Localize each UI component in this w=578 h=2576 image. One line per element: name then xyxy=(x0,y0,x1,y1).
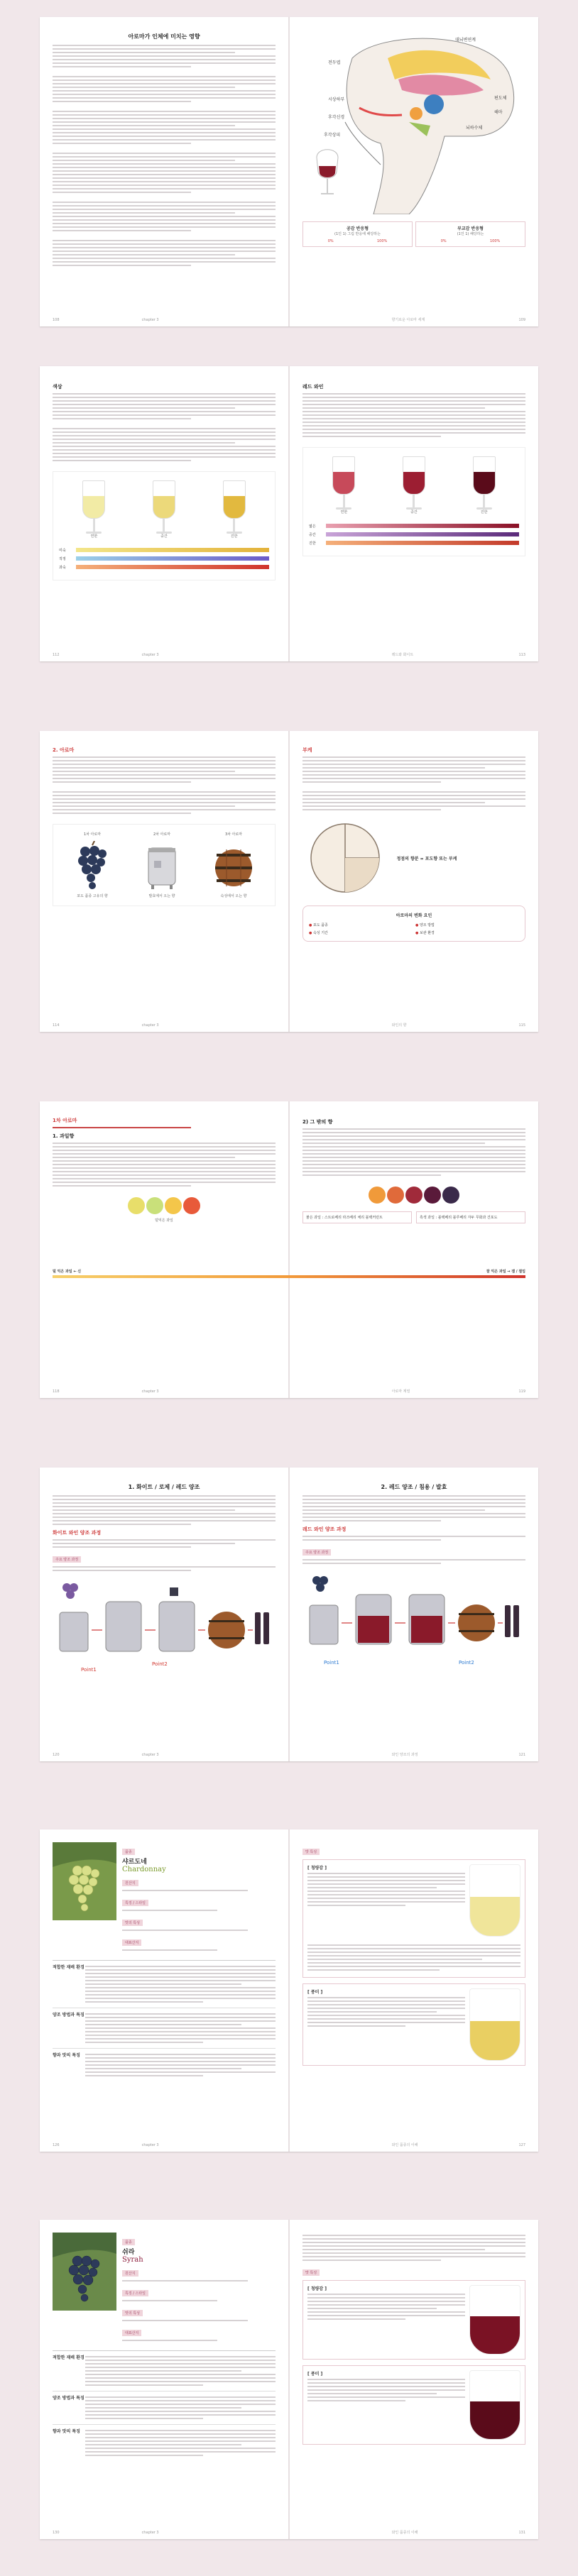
spread-aroma-body xyxy=(40,17,538,326)
page-number: 114 xyxy=(53,1023,60,1028)
running-head: 와인의 향 xyxy=(391,1023,407,1028)
row-label: 적합한 재배 환경 xyxy=(53,1965,84,1970)
point-label: Point1 xyxy=(324,1660,339,1666)
field-label: 특징 / 스타일 xyxy=(122,2290,148,2296)
chapter-label: chapter 3 xyxy=(141,2143,159,2147)
point-label: Point2 xyxy=(459,1660,474,1666)
section-badge: 맛 특성 xyxy=(302,1849,320,1855)
page-number: 118 xyxy=(53,1389,60,1394)
page-left xyxy=(40,1101,288,1398)
brain-label-3: 해마 xyxy=(494,110,503,115)
tasting-box: [ 청량감 ] xyxy=(302,1859,525,1978)
page-right xyxy=(290,366,538,661)
spread-color xyxy=(40,366,538,661)
stat-3: 100% xyxy=(490,239,501,243)
syrah-grape-image xyxy=(53,2233,116,2311)
fruit-ripeness-bar: 덜 익은 과일 ← 신 잘 익은 과일 → 잼 / 절임 xyxy=(53,1269,525,1278)
row-label: 향과 맛의 특징 xyxy=(53,2053,80,2058)
spread-chardonnay xyxy=(40,1829,538,2152)
page-number: 115 xyxy=(518,1023,525,1028)
spread-winemaking xyxy=(40,1468,538,1761)
brain-label-1: 전두엽 xyxy=(328,60,341,65)
tasting-box: [ 풍미 ] xyxy=(302,1983,525,2066)
page-left xyxy=(40,366,288,661)
running-head: 향기로운 아로마 세계 xyxy=(391,318,425,322)
box-title: 레드 와인 양조 과정 xyxy=(302,1526,347,1532)
aroma-factors-box: 아로마의 변화 요인 ● 포도 품종 ● 양조 방법 ● 숙성 기간 ● 보관 환경 xyxy=(302,906,525,942)
variety-badge: 품종 xyxy=(122,1849,135,1855)
running-head: 와인 품종의 이해 xyxy=(391,2531,418,2535)
page-left xyxy=(40,731,288,1032)
spread-aroma-types xyxy=(40,731,538,1032)
fermentation-tank-icon xyxy=(144,841,180,891)
variety-badge: 품종 xyxy=(122,2239,135,2245)
box-title: 화이트 와인 양조 과정 xyxy=(53,1530,102,1536)
brain-diagram xyxy=(302,30,525,214)
pie-caption: 정점의 향분 = 포도향 또는 부케 xyxy=(396,856,457,862)
brain-label-7: 후각상피 xyxy=(324,133,341,138)
variety-name-en: Chardonnay xyxy=(122,1866,166,1873)
variety-name-en: Syrah xyxy=(122,2256,143,2264)
page-number: 131 xyxy=(518,2531,525,2535)
page-number: 127 xyxy=(518,2143,525,2147)
running-head: 레드와 화이트 xyxy=(391,653,414,657)
section-head: 색상 xyxy=(53,384,62,390)
page-left xyxy=(40,1468,288,1761)
chapter-label: chapter 3 xyxy=(141,1753,159,1757)
page-right xyxy=(290,731,538,1032)
section-title: 2. 레드 양조 / 침용 / 발효 xyxy=(381,1484,447,1490)
factor-item: ● 양조 방법 xyxy=(415,923,435,928)
section-head: 2. 아로마 xyxy=(53,747,75,753)
section-title: 1. 화이트 / 로제 / 레드 양조 xyxy=(128,1484,200,1490)
white-wine-process-diagram xyxy=(53,1573,276,1680)
page-number: 121 xyxy=(518,1753,525,1757)
variety-name-ko: 샤르도네 xyxy=(122,1859,147,1866)
page-right xyxy=(290,1829,538,2152)
section-head: 2) 그 밖의 향 xyxy=(302,1119,333,1125)
page-right xyxy=(290,2220,538,2539)
page-left xyxy=(40,17,288,326)
red-wine-process-diagram xyxy=(302,1566,525,1673)
barrel-icon xyxy=(214,841,253,891)
chapter-label: chapter 3 xyxy=(141,653,159,657)
brain-label-0: 대뇌변연계 xyxy=(455,38,476,43)
stat-0: 0% xyxy=(327,239,334,243)
field-label: 맛의 특성 xyxy=(122,1920,143,1926)
page-left xyxy=(40,1829,288,2152)
row-label: 양조 방법과 특징 xyxy=(53,2013,84,2018)
page-number: 119 xyxy=(518,1389,525,1394)
stat-2: 0% xyxy=(440,239,447,243)
page-right xyxy=(290,1101,538,1398)
section-badge: 맛 특성 xyxy=(302,2269,320,2276)
process-tag: 주요 양조 과정 xyxy=(302,1549,331,1556)
white-wine-color-chart: 연한 중간 진한 미숙 적정 과숙 xyxy=(53,471,276,580)
fruit-caption: 덜익은 과일 xyxy=(155,1218,173,1223)
body-text xyxy=(53,45,276,266)
spread-fruit xyxy=(40,1101,538,1398)
page-number: 120 xyxy=(53,1753,60,1757)
page-right xyxy=(290,17,538,326)
aroma-pie-diagram xyxy=(302,819,388,897)
field-label: 원산지 xyxy=(122,1880,138,1886)
factor-item: ● 보관 환경 xyxy=(415,931,435,935)
info-box-sympathetic: 공감 반응형 (1인 1) 그림 반응에 해당하는 0% 100% xyxy=(302,221,413,247)
chapter-label: chapter 3 xyxy=(141,2531,159,2535)
page-right xyxy=(290,1468,538,1761)
chapter-label: chapter 3 xyxy=(141,318,159,322)
tasting-box: [ 청량감 ] xyxy=(302,2280,525,2360)
aroma-types-box: 1차 아로마 포도 품종 고유의 향 2차 아로마 발효에서 오는 향 3차 아로마 숙성에서 오는 향 xyxy=(53,824,276,906)
section-title: 아로마가 인체에 미치는 영향 xyxy=(128,33,200,40)
page-number: 109 xyxy=(518,318,525,322)
red-wine-color-chart: 연한 중간 진한 엷은 중간 진한 xyxy=(302,447,525,556)
field-label: 대표산지 xyxy=(122,2330,141,2336)
page-number: 130 xyxy=(53,2531,60,2535)
field-label: 맛의 특성 xyxy=(122,2310,143,2316)
chapter-label: chapter 3 xyxy=(141,1389,159,1394)
chapter-label: chapter 3 xyxy=(141,1023,159,1028)
fruit-note-box: 붉은 과일 : 스트로베리 라즈베리 체리 블랙커런트 xyxy=(302,1211,412,1223)
factor-item: ● 포도 품종 xyxy=(309,923,328,928)
running-head: 와인 품종의 이해 xyxy=(391,2143,418,2147)
stat-1: 100% xyxy=(377,239,388,243)
field-label: 원산지 xyxy=(122,2270,138,2277)
field-label: 특징 / 스타일 xyxy=(122,1900,148,1906)
sub-head: 1. 과일향 xyxy=(53,1133,75,1139)
brain-label-5: 후각신경 xyxy=(328,115,345,120)
factor-item: ● 숙성 기간 xyxy=(309,931,328,935)
page-number: 112 xyxy=(53,653,60,657)
section-head: 부케 xyxy=(302,747,312,753)
fruit-note-box: 흑색 과일 : 블랙베리 블루베리 자두 무화과 건포도 xyxy=(416,1211,525,1223)
brain-label-4: 시상하부 xyxy=(328,97,345,102)
field-label: 대표산지 xyxy=(122,1939,141,1946)
brain-label-2: 편도체 xyxy=(494,96,507,101)
info-box-parasympathetic: 부교감 반응형 (1인 1) 해당하는 0% 100% xyxy=(415,221,525,247)
page-number: 108 xyxy=(53,318,60,322)
tasting-box: [ 풍미 ] xyxy=(302,2365,525,2445)
row-label: 향과 맛의 특징 xyxy=(53,2429,80,2434)
page-number: 126 xyxy=(53,2143,60,2147)
running-head: 와인 양조의 과정 xyxy=(391,1753,418,1757)
section-head: 1차 아로마 xyxy=(53,1118,77,1123)
page-number: 113 xyxy=(518,653,525,657)
point-label: Point1 xyxy=(81,1667,97,1673)
running-head: 아로마 계열 xyxy=(391,1389,410,1394)
brain-label-6: 뇌하수체 xyxy=(466,126,483,131)
page-left xyxy=(40,2220,288,2539)
process-tag: 주요 양조 과정 xyxy=(53,1556,81,1563)
spread-syrah xyxy=(40,2220,538,2539)
row-label: 적합한 재배 환경 xyxy=(53,2355,84,2360)
variety-name-ko: 쉬라 xyxy=(122,2249,135,2256)
point-label: Point2 xyxy=(152,1661,168,1667)
chardonnay-grape-image xyxy=(53,1842,116,1920)
grape-icon xyxy=(75,841,110,891)
section-head: 레드 와인 xyxy=(302,384,324,390)
row-label: 양조 방법과 특징 xyxy=(53,2396,84,2401)
